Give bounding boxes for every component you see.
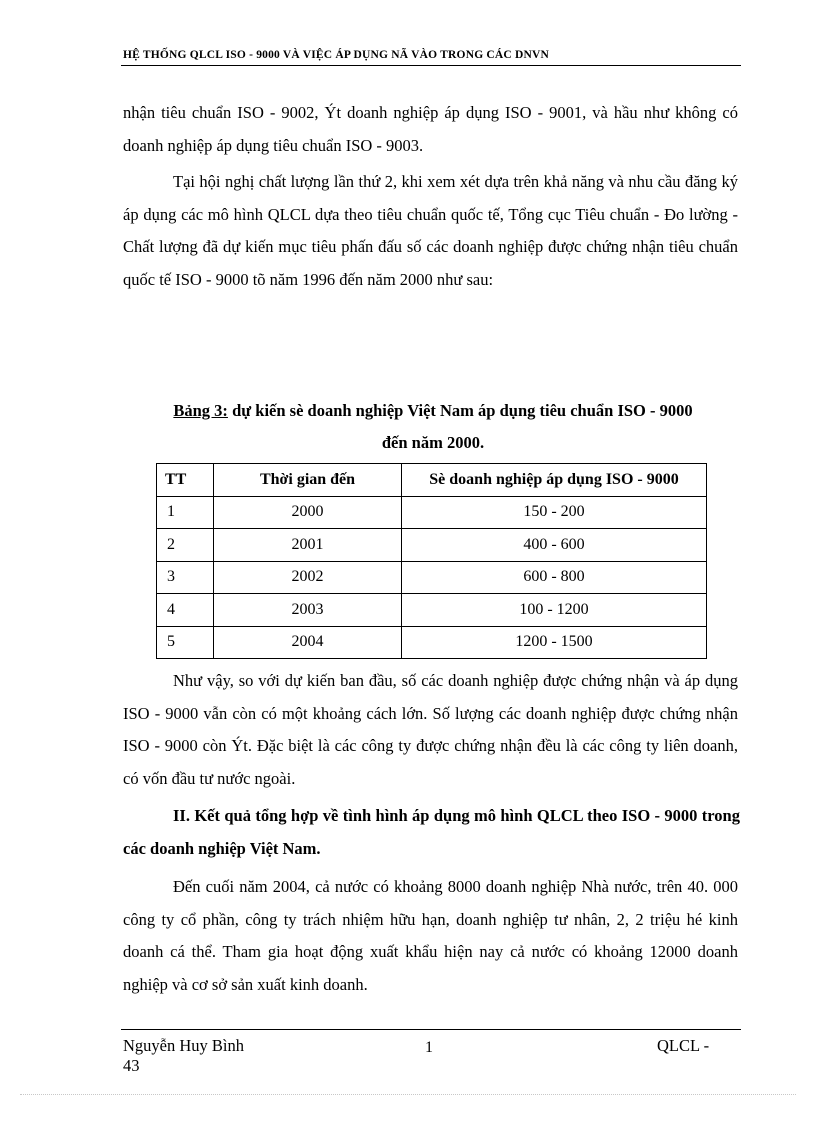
- paragraph-text: Như vậy, so với dự kiến ban đầu, số các doanh nghiệp được chứng nhận và áp dụng ISO - 9000 vẫn còn có một khoảng cách lớn. Số lượng các doanh nghiệp được chứng nhận ISO - 9000 còn Ýt. Đặc biệt là các công ty được chứng nhận đều là các công ty liên doanh, có vốn đầu tư nước ngoài.: [123, 671, 738, 788]
- cell-tt: 1: [157, 496, 214, 529]
- cell-year: 2003: [214, 594, 402, 627]
- table-row: [157, 594, 707, 627]
- footer-course: QLCL -: [657, 1036, 710, 1055]
- paragraph-text: Tại hội nghị chất lượng lần thứ 2, khi xem xét dựa trên khả năng và nhu cầu đăng ký áp dụng các mô hình QLCL dựa theo tiêu chuẩn quốc tế, Tổng cục Tiêu chuẩn - Đo lường - Chất lượng đã dự kiến mục tiêu phấn đấu số các doanh nghiệp được chứng nhận tiêu chuẩn quốc tế ISO - 9000 tõ năm 1996 đến năm 2000 như sau:: [123, 172, 738, 289]
- cell-tt: 5: [157, 626, 214, 659]
- cell-tt: 3: [157, 561, 214, 594]
- footer-author-line2: 43: [123, 1056, 140, 1075]
- paragraph-continued: [123, 97, 738, 162]
- page-header-title: HỆ THỐNG QLCL ISO - 9000 VÀ VIỆC ÁP DỤNG NÃ VÀO TRONG CÁC DNVN: [123, 49, 550, 61]
- table-row: [157, 496, 707, 529]
- cell-year: 2000: [214, 496, 402, 529]
- paragraph-comparison: [123, 665, 738, 795]
- table-caption-label: Bảng 3:: [173, 401, 228, 420]
- paragraph-text: Đến cuối năm 2004, cả nước có khoảng 8000 doanh nghiệp Nhà nước, trên 40. 000 công ty cổ phần, công ty trách nhiệm hữu hạn, doanh nghiệp tư nhân, 2, 2 triệu hé kinh doanh cá thể. Tham gia hoạt động xuất khẩu hiện nay cả nước có khoảng 12000 doanh nghiệp và cơ sở sản xuất kinh doanh.: [123, 877, 738, 994]
- cell-tt: 4: [157, 594, 214, 627]
- cell-tt: 2: [157, 529, 214, 562]
- page-number: 1: [425, 1039, 433, 1056]
- table-row: [157, 626, 707, 659]
- cell-year: 2002: [214, 561, 402, 594]
- cell-count: 100 - 1200: [402, 594, 707, 627]
- column-header-year: Thời gian đến: [214, 464, 402, 497]
- footer-divider: [121, 1029, 741, 1030]
- cell-count: 400 - 600: [402, 529, 707, 562]
- cell-count: 150 - 200: [402, 496, 707, 529]
- footer-author: [123, 1036, 293, 1076]
- iso-forecast-table: [156, 463, 707, 659]
- table-caption: [123, 395, 743, 459]
- column-header-tt: TT: [157, 464, 214, 497]
- cell-count: 1200 - 1500: [402, 626, 707, 659]
- page-bottom-border: [20, 1094, 796, 1095]
- paragraph-text: nhận tiêu chuẩn ISO - 9002, Ýt doanh nghiệp áp dụng ISO - 9001, và hầu như không có doanh nghiệp áp dụng tiêu chuẩn ISO - 9003.: [123, 103, 738, 155]
- section-heading: II. Kết quả tổng hợp về tình hình áp dụng mô hình QLCL theo ISO - 9000 trong các doanh nghiệp Việt Nam.: [123, 806, 740, 858]
- table-caption-text: dự kiến sè doanh nghiệp Việt Nam áp dụng tiêu chuẩn ISO - 9000: [227, 401, 693, 420]
- header-divider: [121, 65, 741, 66]
- table-header-row: [157, 464, 707, 497]
- footer-author-name: Nguyễn Huy Bình: [123, 1036, 244, 1055]
- table-caption-text-line2: đến năm 2000.: [381, 433, 485, 452]
- cell-year: 2001: [214, 529, 402, 562]
- cell-count: 600 - 800: [402, 561, 707, 594]
- table-row: [157, 529, 707, 562]
- paragraph-statistics: [123, 871, 738, 1001]
- column-header-count: Sè doanh nghiệp áp dụng ISO - 9000: [402, 464, 707, 497]
- paragraph-conference: [123, 166, 738, 296]
- table-row: [157, 561, 707, 594]
- cell-year: 2004: [214, 626, 402, 659]
